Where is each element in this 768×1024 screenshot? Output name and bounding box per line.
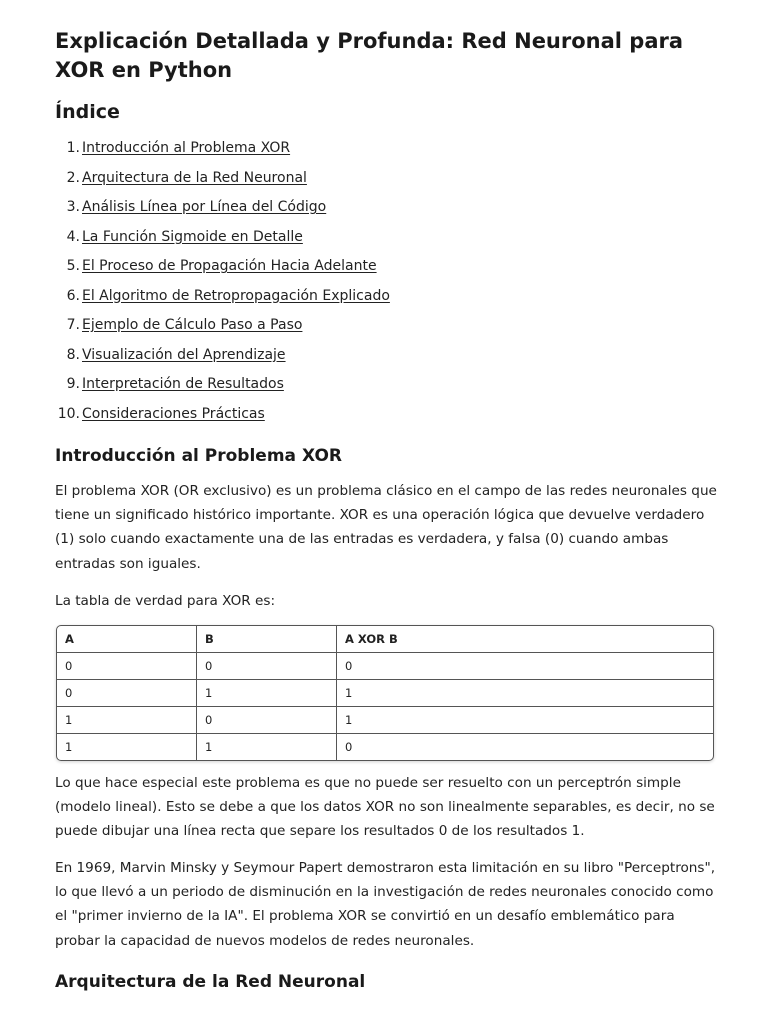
table-cell: 1	[197, 734, 337, 761]
history-paragraph: En 1969, Marvin Minsky y Seymour Papert demostraron esta limitación en su libro "Perceptrons", lo que llevó a un periodo de disminución en la investigación de redes neuronales conocido como el "primer invierno de la IA". El problema XOR se convirtió en un desafío emblemático para probar la capacidad de nuevos modelos de redes neuronales.	[55, 860, 716, 949]
toc-link-arquitectura[interactable]: Arquitectura de la Red Neuronal	[82, 169, 307, 186]
table-of-contents	[55, 136, 390, 431]
xor-truth-table	[56, 625, 714, 761]
column-header-xor: A XOR B	[337, 626, 714, 653]
toc-item-number: 1.	[66, 140, 80, 156]
toc-item-number: 5.	[66, 258, 80, 274]
toc-item	[55, 195, 327, 225]
table-row	[57, 653, 713, 680]
toc-item-number: 9.	[66, 376, 80, 392]
table-cell: 0	[197, 653, 337, 680]
table-cell: 0	[197, 707, 337, 734]
toc-link-visualizacion[interactable]: Visualización del Aprendizaje	[82, 346, 286, 363]
table-cell: 0	[337, 653, 714, 680]
table-cell: 0	[57, 653, 197, 680]
toc-item	[55, 372, 284, 402]
toc-item	[55, 254, 377, 284]
toc-item	[55, 284, 390, 314]
toc-item	[55, 313, 303, 343]
section-heading-introduccion: Introducción al Problema XOR	[55, 446, 342, 466]
toc-item-number: 6.	[66, 287, 80, 304]
toc-link-ejemplo-calculo[interactable]: Ejemplo de Cálculo Paso a Paso	[82, 317, 303, 333]
toc-item	[55, 136, 291, 166]
toc-link-analisis-codigo[interactable]: Análisis Línea por Línea del Código	[82, 199, 327, 215]
toc-link-propagacion[interactable]: El Proceso de Propagación Hacia Adelante	[82, 258, 377, 274]
toc-item-number: 8.	[66, 346, 80, 363]
table-row	[57, 734, 713, 761]
page-title: Explicación Detallada y Profunda: Red Neuronal para XOR en Python	[55, 29, 684, 82]
toc-link-introduccion[interactable]: Introducción al Problema XOR	[82, 140, 291, 156]
toc-item	[55, 343, 286, 373]
toc-item	[55, 402, 265, 432]
perceptron-paragraph: Lo que hace especial este problema es que no puede ser resuelto con un perceptrón simple (modelo lineal). Esto se debe a que los datos XOR no son linealmente separables, es decir, no se puede dibujar una línea recta que separe los resultados 0 de los resultados 1.	[55, 775, 715, 840]
toc-link-consideraciones[interactable]: Consideraciones Prácticas	[82, 405, 265, 422]
section-heading-arquitectura: Arquitectura de la Red Neuronal	[55, 972, 366, 992]
table-cell: 1	[57, 707, 197, 734]
table-row	[57, 680, 713, 707]
table-cell: 1	[337, 680, 714, 707]
column-header-b: B	[197, 626, 337, 653]
toc-item-number: 7.	[66, 317, 80, 333]
toc-item	[55, 225, 303, 255]
column-header-a: A	[57, 626, 197, 653]
toc-link-interpretacion[interactable]: Interpretación de Resultados	[82, 376, 284, 392]
table-header-row	[57, 626, 713, 653]
table-cell: 1	[337, 707, 714, 734]
table-intro-text: La tabla de verdad para XOR es:	[55, 593, 276, 609]
table-row	[57, 707, 713, 734]
toc-link-retropropagacion[interactable]: El Algoritmo de Retropropagación Explicado	[82, 287, 390, 304]
toc-heading: Índice	[55, 101, 120, 123]
table-cell: 1	[57, 734, 197, 761]
toc-item	[55, 166, 307, 196]
table-cell: 1	[197, 680, 337, 707]
toc-item-number: 3.	[66, 199, 80, 215]
table-cell: 0	[57, 680, 197, 707]
toc-item-number: 4.	[66, 228, 80, 245]
toc-link-sigmoide[interactable]: La Función Sigmoide en Detalle	[82, 228, 303, 245]
table-cell: 0	[345, 740, 353, 754]
toc-item-number: 2.	[66, 169, 80, 186]
toc-item-number: 10.	[57, 405, 80, 422]
intro-paragraph: El problema XOR (OR exclusivo) es un problema clásico en el campo de las redes neuronales que tiene un significado histórico importante. XOR es una operación lógica que devuelve verdadero (1) solo cuando exactamente una de las entradas es verdadera, y falsa (0) cuando ambas entradas son iguales.	[55, 483, 717, 572]
